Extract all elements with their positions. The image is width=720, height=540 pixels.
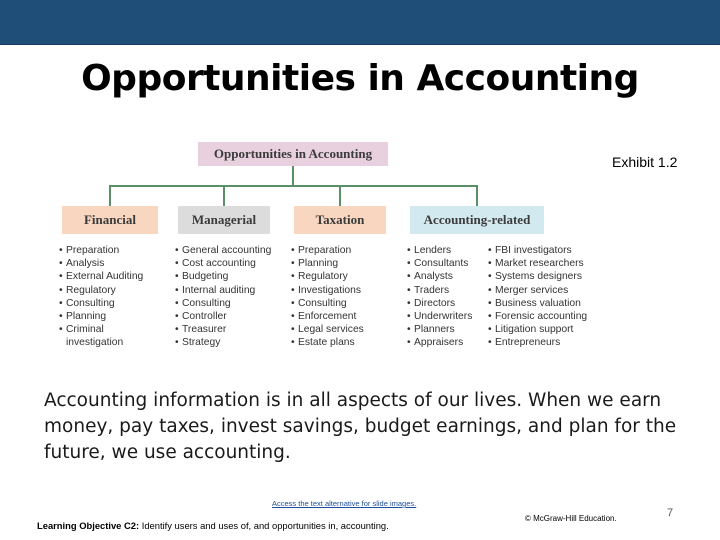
list-item: • Enforcement bbox=[291, 310, 364, 323]
top-banner bbox=[0, 0, 720, 45]
list-item: • Litigation support bbox=[488, 323, 587, 336]
list-item: • Estate plans bbox=[291, 336, 364, 349]
list-item: • Appraisers bbox=[407, 336, 472, 349]
list-item: • Preparation bbox=[59, 244, 143, 257]
connector-horizontal bbox=[109, 185, 478, 187]
body-paragraph: Accounting information is in all aspects of our lives. When we earn money, pay taxes, invest savings, budget earnings, and plan for the future, we use accounting. bbox=[44, 390, 677, 463]
connector-managerial bbox=[223, 185, 225, 206]
list-item: • Merger services bbox=[488, 284, 587, 297]
exhibit-label: Exhibit 1.2 bbox=[612, 154, 678, 170]
category-accounting-related: Accounting-related bbox=[410, 206, 544, 234]
list-item: • FBI investigators bbox=[488, 244, 587, 257]
list-item: • Market researchers bbox=[488, 257, 587, 270]
category-financial: Financial bbox=[62, 206, 158, 234]
list-item: • Planners bbox=[407, 323, 472, 336]
list-item: • Treasurer bbox=[175, 323, 271, 336]
list-item: • Analysis bbox=[59, 257, 143, 270]
list-item: • Forensic accounting bbox=[488, 310, 587, 323]
list-item: • Planning bbox=[291, 257, 364, 270]
list-item: • External Auditing bbox=[59, 270, 143, 283]
list-accounting-related-2 bbox=[488, 244, 587, 350]
list-item: • General accounting bbox=[175, 244, 271, 257]
list-item: • Analysts bbox=[407, 270, 472, 283]
category-taxation: Taxation bbox=[294, 206, 386, 234]
list-item: • Investigations bbox=[291, 284, 364, 297]
list-financial bbox=[59, 244, 143, 350]
list-managerial bbox=[175, 244, 271, 350]
slide-title: Opportunities in Accounting bbox=[81, 58, 639, 99]
connector-root-stem bbox=[292, 166, 294, 186]
list-item: • Regulatory bbox=[59, 284, 143, 297]
category-managerial: Managerial bbox=[178, 206, 270, 234]
list-item: • Consulting bbox=[175, 297, 271, 310]
list-item: • Criminal bbox=[59, 323, 143, 336]
list-item: • Controller bbox=[175, 310, 271, 323]
list-item: • Entrepreneurs bbox=[488, 336, 587, 349]
list-item: • Consultants bbox=[407, 257, 472, 270]
connector-accounting-related bbox=[476, 185, 478, 206]
opportunities-diagram bbox=[56, 140, 596, 355]
list-item: • Planning bbox=[59, 310, 143, 323]
list-item: • Strategy bbox=[175, 336, 271, 349]
learning-objective-footer bbox=[37, 520, 389, 531]
list-item: • Traders bbox=[407, 284, 472, 297]
list-item: • Legal services bbox=[291, 323, 364, 336]
list-item: • Business valuation bbox=[488, 297, 587, 310]
learning-objective-label: Learning Objective C2: bbox=[37, 520, 140, 531]
learning-objective-text: Identify users and uses of, and opportunities in, accounting. bbox=[139, 520, 389, 531]
list-item: investigation bbox=[66, 337, 124, 349]
text-alternative-link[interactable]: Access the text alternative for slide images. bbox=[272, 499, 417, 508]
page-number: 7 bbox=[667, 507, 674, 519]
list-item: • Internal auditing bbox=[175, 284, 271, 297]
list-item: • Directors bbox=[407, 297, 472, 310]
list-item: • Cost accounting bbox=[175, 257, 271, 270]
list-item: • Underwriters bbox=[407, 310, 472, 323]
diagram-root-box: Opportunities in Accounting bbox=[198, 142, 388, 166]
list-item: • Lenders bbox=[407, 244, 472, 257]
list-accounting-related-1 bbox=[407, 244, 472, 350]
copyright-notice: © McGraw-Hill Education. bbox=[525, 514, 617, 523]
list-item: • Budgeting bbox=[175, 270, 271, 283]
list-item: • Consulting bbox=[59, 297, 143, 310]
list-item: • Preparation bbox=[291, 244, 364, 257]
list-item: • Regulatory bbox=[291, 270, 364, 283]
connector-financial bbox=[109, 185, 111, 206]
list-item: • Consulting bbox=[291, 297, 364, 310]
list-taxation bbox=[291, 244, 364, 350]
connector-taxation bbox=[339, 185, 341, 206]
list-item: • Systems designers bbox=[488, 270, 587, 283]
